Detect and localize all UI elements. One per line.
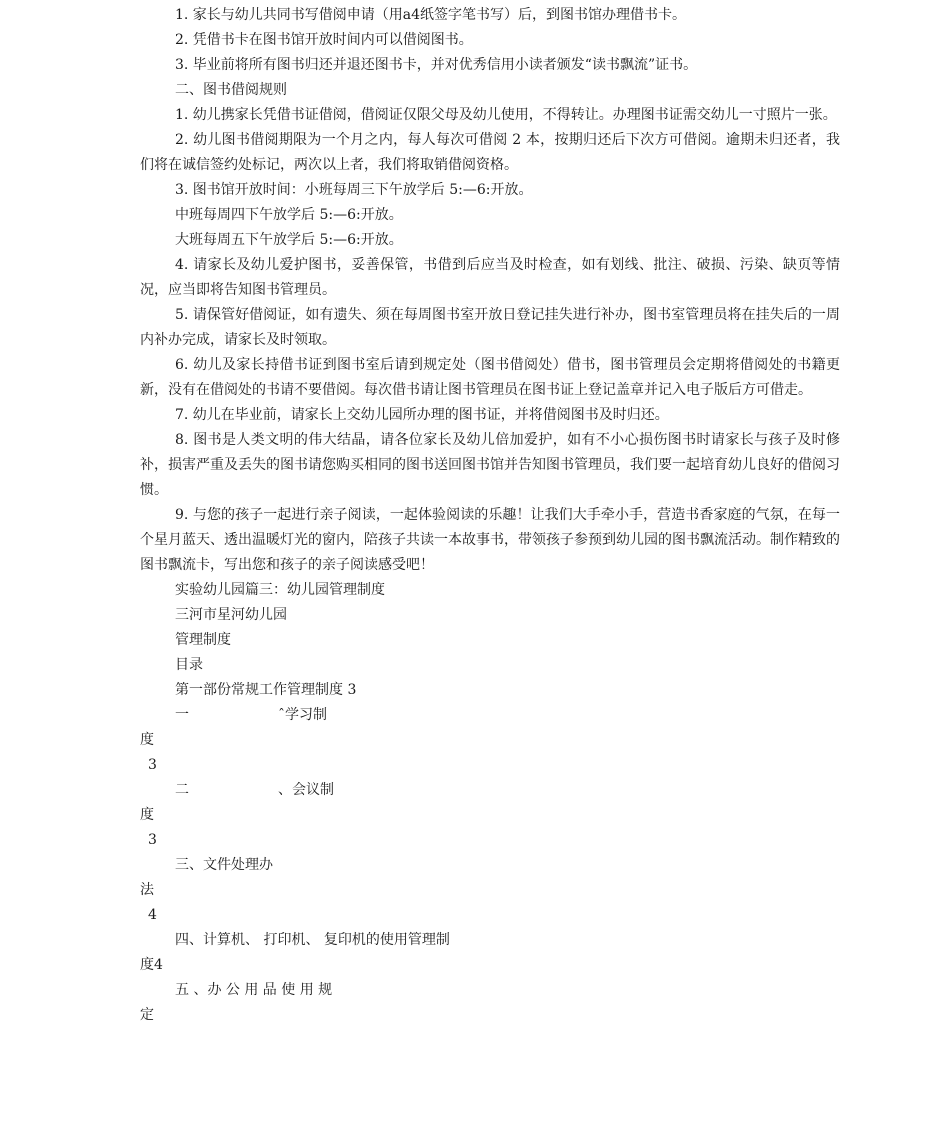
para-borrow-step-1: 1. 家长与幼儿共同书写借阅申请（用a4纸签字笔书写）后，到图书馆办理借书卡。 [175,7,687,23]
toc-item-2-page: 3 [148,832,157,848]
section-heading-rules: 二、图书借阅规则 [175,82,287,98]
toc-item-1-line-1: 一 ˆ学习制 [175,707,328,723]
document-body [140,3,840,1028]
toc-item-3-page: 4 [148,907,157,923]
toc-item-3-line-1: 三、文件处理办 [175,857,273,873]
para-rule-2: 2. 幼儿图书借阅期限为一个月之内，每人每次可借阅 2 本，按期归还后下次方可借阅。逾期未归还者，我们将在诚信签约处标记，两次以上者，我们将取销借阅资格。 [140,132,840,173]
toc-item-3-line-2: 法 [140,882,154,898]
chapter-title: 实验幼儿园篇三：幼儿园管理制度 [175,582,385,598]
toc-item-1-page: 3 [148,757,157,773]
para-rule-5: 5. 请保管好借阅证，如有遗失、须在每周图书室开放日登记挂失进行补办，图书室管理员将在挂失后的一周内补办完成，请家长及时领取。 [140,307,840,348]
para-rule-6: 6. 幼儿及家长持借书证到图书室后请到规定处（图书借阅处）借书，图书管理员会定期将借阅处的书籍更新，没有在借阅处的书请不要借阅。每次借书请让图书管理员在图书证上登记盖章并记入电子版后方可借走。 [140,357,840,398]
para-rule-1: 1. 幼儿携家长凭借书证借阅，借阅证仅限父母及幼儿使用，不得转让。办理图书证需交幼儿一寸照片一张。 [175,107,837,123]
toc-item-1-line-2: 度 [140,732,154,748]
toc-item-5-line-1: 五 、办 公 用 品 使 用 规 [175,982,333,998]
borrowing-rules-section [140,3,840,578]
para-rule-3: 3. 图书馆开放时间：小班每周三下午放学后 5:—6:开放。 [175,182,533,198]
para-rule-7: 7. 幼儿在毕业前，请家长上交幼儿园所办理的图书证，并将借阅图书及时归还。 [175,407,669,423]
management-toc-section [140,578,840,1028]
toc-item-4-line-2: 度4 [140,957,163,973]
toc-heading: 目录 [175,657,203,673]
doc-title: 管理制度 [175,632,231,648]
toc-part-1: 第一部份常规工作管理制度 3 [175,682,357,698]
kindergarten-name: 三河市星河幼儿园 [175,607,287,623]
toc-item-2-line-2: 度 [140,807,154,823]
toc-item-2-line-1: 二 、会议制 [175,782,335,798]
para-borrow-step-3: 3. 毕业前将所有图书归还并退还图书卡，并对优秀信用小读者颁发“读书飘流”证书。 [175,57,698,73]
toc-item-4-line-1: 四、计算机、 打印机、 复印机的使用管理制 [175,932,450,948]
para-rule-9: 9. 与您的孩子一起进行亲子阅读，一起体验阅读的乐趣！让我们大手牵小手，营造书香家庭的气氛，在每一个星月蓝天、透出温暖灯光的窗内，陪孩子共读一本故事书，带领孩子参预到幼儿园的图书飘流活动。制作精致的图书飘流卡，写出您和孩子的亲子阅读感受吧！ [140,507,840,573]
para-rule-8: 8. 图书是人类文明的伟大结晶，请各位家长及幼儿倍加爱护，如有不小心损伤图书时请家长与孩子及时修补，损害严重及丢失的图书请您购买相同的图书送回图书馆并告知图书管理员，我们要一起培育幼儿良好的借阅习惯。 [140,432,840,498]
para-rule-3-middle: 中班每周四下午放学后 5:—6:开放。 [175,207,403,223]
para-borrow-step-2: 2. 凭借书卡在图书馆开放时间内可以借阅图书。 [175,32,473,48]
para-rule-4: 4. 请家长及幼儿爱护图书，妥善保管，书借到后应当及时检查，如有划线、批注、破损、污染、缺页等情况，应当即将告知图书管理员。 [140,257,840,298]
para-rule-3-senior: 大班每周五下午放学后 5:—6:开放。 [175,232,403,248]
toc-item-5-line-2: 定 [140,1007,154,1023]
